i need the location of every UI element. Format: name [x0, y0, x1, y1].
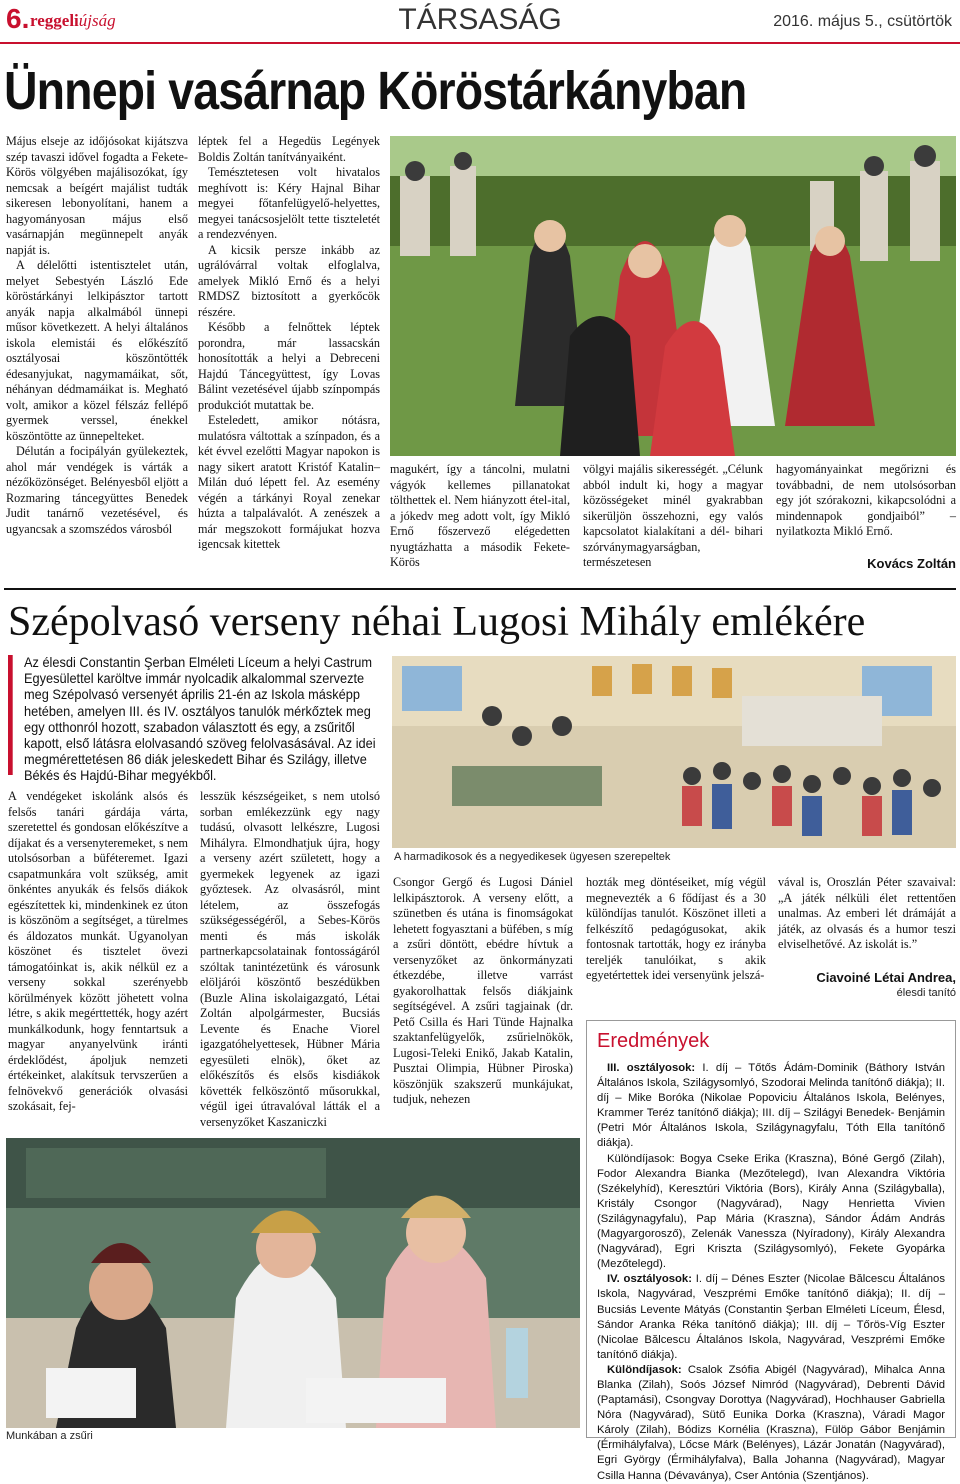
brand-part-a: reggeli	[30, 11, 79, 30]
article1-c2-p1: léptek fel a Hegedüs Legények Boldis Zoltán tanítványaiként.	[198, 134, 380, 164]
article1-column-2	[198, 134, 380, 574]
article1-byline: Kovács Zoltán	[867, 556, 956, 571]
page-number: 6.	[6, 3, 30, 34]
article1-c4-p1: völgyi majális sikerességét. „Célunk abból indult ki, hogy a magyar közösségeket minél gyakrabban sikerüljön összehozni, egy valós kapcsolatot kialakítani a dél- bihari szórványmagyarságban, természetesen	[583, 462, 763, 569]
article1-column-1	[6, 134, 188, 574]
article1-c2-p2: Temésztetesen volt hivatalos meghívott is: Kéry Hajnal Bihar megyei főtanfelügyelő-helyettes, megyei tanácsosjelölt tette tiszteletét a rendezvényen.	[198, 165, 380, 241]
results-grade4-special: Csalok Zsófia Abigél (Nagyvárad), Mihalca Anna Blanka (Zilah), Soós József Nimród (Nagyvárad), Debrenti Dávid (Paptamási), Csongvay Dorottya (Nagyvárad), Hochhauser Gabriella Nóra (Nagyvárad), Sütő Eunika Dorka (Kraszna), Váradi Magor Károly (Zilah), Bódizs Kornélia (Kraszna), Fülöp Gábor Benjámin (Érmihályfalva), Lőcse Márk (Belényes), Lázár Jonatán (Nagyvárad), Egri György (Érmihályfalva), Balla Johanna (Nagyvárad), Magyar Csilla Hanna (Dévaványa), Cser Antónia (Szentjános).	[597, 1363, 945, 1482]
article2-c3-p1: Csongor Gergő és Lugosi Dániel lelkipásztorok. A verseny előtt, a szünetben és utána is finomságokat lehetett fogyasztani a büfében, s míg a zsűri döntött, ebédre hívtuk a versenyzőket az önkormányzati étkezdébe, illetve varrást gyakorolhattak felsős diákjaink segítségével. A zsűri tagjainak (dr. Pető Csilla és Hari Tünde Hajnalka szaktanfelügyelők, zsűrielnökök, Lugosi-Teleki Enikő, Jakab Katalin, Pusztai Olimpia, Hübner Piroska) köszönjük szakszerű munkájukat, tudjuk, nehezen	[393, 875, 573, 1106]
article2-column-1	[8, 789, 188, 1133]
photo-classroom	[392, 656, 956, 848]
article1-column-3	[390, 462, 570, 572]
article2-column-2	[200, 789, 380, 1133]
article2-c5-p1: vával is, Oroszlán Péter szavaival: „A játék nélküli élet rettentően unalmas. Az emberi lét drámáját a játék, az olvasás és a humor teszi elviselhetővé. Az iskolát is.”	[778, 875, 956, 951]
photo-jury	[6, 1138, 580, 1428]
article1-c2-p5: Esteledett, amikor nótásra, mulatósra váltottak a színpadon, és a két évvel ezelőtti Magyar napokon is nagy sikert aratott Kristóf Katalin–Milán duó lépett fel. Az esemény végén a tárkányi Royal zenekar húzta a talpalávalót. A zenészek a már megszokott formájukat hozva igencsak kitettek	[198, 413, 380, 551]
results-box	[586, 1020, 956, 1482]
article1-headline: Ünnepi vasárnap Köröstárkányban	[4, 61, 747, 121]
article-divider	[4, 588, 956, 590]
article1-c2-p4: Később a felnőttek léptek porondra, már lassacskán honosították a helyi a Debreceni Hajdú Táncegyüttest, így Lovas Bálint vezetésével újabb színpompás produkciót mutattak be.	[198, 320, 380, 412]
caption-jury: Munkában a zsűri	[6, 1430, 93, 1442]
article1-column-4	[583, 462, 763, 572]
article2-column-3	[393, 875, 573, 1106]
article2-byline-role: élesdi tanító	[896, 987, 956, 999]
article2-headline: Szépolvasó verseny néhai Lugosi Mihály emlékére	[8, 599, 866, 645]
article2-column-4	[586, 875, 766, 1005]
issue-date: 2016. május 5., csütörtök	[773, 13, 952, 30]
header-rule	[0, 42, 960, 44]
photo-folk-dance	[390, 136, 956, 456]
article2-byline: Ciavoiné Létai Andrea,	[816, 970, 956, 985]
article1-c1-p2: A délelőtti istentisztelet után, melyet Sebestyén László Ede köröstárkányi lelkipásztor tartott anyák napja alkalmából ünnepi műsor következett. A helyi általános iskola elemistái és előkészítő osztályosai köszöntötték édesanyjukat, nagymamáikat, sőt, néhányan dédmamáikat is. Megható volt, amikor a közel félszáz fellépő gyermek verssel, énekkel köszöntötte az ünnepelteket.	[6, 258, 188, 443]
results-text	[597, 1061, 945, 1484]
article1-c2-p3: A kicsik persze inkább az ugrálóvárral voltak elfoglalva, amelyek Mikló Ernő és a helyi RMDSZ biztosított a gyerkőcök részére.	[198, 242, 380, 319]
results-grade4-prizes: I. díj – Dénes Eszter (Nicolae Bălcescu Általános Iskola, Nagyvárad, Veszprémi Emőke tanítónő diákja); II. díj – Bucsiás Levente Mátyás (Constantin Şerban Elméleti Líceum, Élesd, Sándor Aranka Réka tanítónő diákja); III. díj – Tőrös-Víg Eszter (Nicolae Bălcescu Általános Iskola, Nagyvárad, Veszprémi Emőke tanítónő diákja).	[597, 1273, 945, 1361]
article2-c2-p1: lesszük készségeiket, s nem utolsó sorban emlékezzünk egy nagy tudású, olvasott lelkészre, Lugosi Mihályra. Elmondhatjuk újra, hogy a verseny azért született, hogy a gyermekek legyenek az igazi győztesek. Az olvasásról, mint lételem, az összefogás szükségességéről, a Sebes-Körös menti és más iskolák partnerkapcsolatainak fontosságáról szóltak tanintézetünk és városunk elöljárói köszöntő beszédükben (Buzle Alina iskolaigazgató, Létai Zoltán alpolgármester, Bucsiás Levente és Enache Viorel igazgatóhelyettesek, Hübner Mária egyesületi elnök), őket az előkészítős és elsős kisdiákok követték felköszöntő műsorukkal, végül igei útravalóval látták el a versenyzőket Kaszaniczki	[200, 789, 380, 1129]
article1-c3-p1: magukért, így a táncolni, mulatni vágyók kellemes pillanatokat tölthettek el. Nem hiányzott étel-ital, a jókedv meg adott volt, így Mikló Ernő főszervező elégedetten nyugtázhatta a második Fekete-Körös	[390, 462, 570, 569]
article2-c4-p1: hozták meg döntéseiket, míg végül megnevezték a 6 fődíjast és a 30 különdíjas tanulót. Köszönet illeti a felkészítő pedagógusokat, akik fontosnak tartották, hogy ez irányba tereljék tanulóikat, s akik egyetértettek idei versenyünk jelszá-	[586, 875, 766, 982]
brand-part-b: újság	[78, 11, 116, 30]
article2-lead: Az élesdi Constantin Şerban Elméleti Líceum a helyi Castrum Egyesülettel karöltve immár nyolcadik alkalommal szervezte meg Szépolvasó versenyét április 21-én az Iskola másképp hetében, amelyen III. és IV. osztályos tanulók mérkőztek meg egy otthonról hozott, szabadon választott és egy, a zsűritől kapott, első látásra elolvasandó szöveg felolvasásával. Az idei megmérettetésen 86 diák jeleskedett Bihar és Szilágy, illetve Békés és Hajdú-Bihar megyékből.	[8, 655, 384, 775]
article1-c1-p1: Május elseje az időjósokat kijátszva szép tavaszi idővel fogadta a Fekete-Körös völgyében majálisozókat, így nemcsak a beígért majálist tudták sikeresen lebonyolítani, hanem a hagyományosan május első vasárnapján megünnepelt anyák napját is.	[6, 134, 188, 257]
caption-classroom: A harmadikosok és a negyedikesek ügyesen szerepeltek	[394, 851, 671, 863]
article1-c5-p1: hagyományainkat megőrizni és továbbadni, de nem utolsósorban egy jót szórakozni, kikapcsolódni a mindennapok gondjaiból” – nyilatkozta Mikló Ernő.	[776, 462, 956, 538]
results-grade3-label: III. osztályosok:	[607, 1062, 696, 1074]
article2-column-5	[778, 875, 956, 970]
article1-column-5	[776, 462, 956, 556]
article1-c1-p3: Délután a focipályán gyülekeztek, ahol már vendégek is várták a nézőközönséget. Belényesből eljött a Rozmaring táncegyüttes Benedek Judit tanárnő vezetésével, és ugyancsak a szomszédos városból	[6, 444, 188, 536]
article2-c1-p1: A vendégeket iskolánk alsós és felsős tanári gárdája várta, szeretettel és gondosan előkészítve a díjakat és a versenyteremeket, s nem utolsósorban a büféteremet. Igazi csapatmunkára volt szükség, amit önkéntes anyukák és felsős diákok egészítettek ki, mindenkinek ez úton is köszönöm a segítséget, a türelmes és áldozatos munkát. Ugyanolyan köszönet és tisztelet övezi támogatóinkat is, akik nélkül ez a verseny sokkal szerényebb körülmények között jöhetett volna létre, s akik megérttették, hogy azért munkálkodunk, hogy fenntartsuk a magyar anyanyelvünk iránti érdeklődést, ápoljuk nemzeti értékeinket, alakítsuk tervszerűen a felnövekvő generációk olvasási szokásait, fej-	[8, 789, 188, 1113]
section-title: TÁRSASÁG	[398, 3, 562, 36]
results-grade3-prizes: I. díj – Tőtős Ádám-Dominik (Báthory István Általános Iskola, Szilágysomlyó, Szodorai Melinda tanítónő diákja); II. díj – Mike Boróka (Nikolae Popoviciu Általános Iskola, Belényes, Krammer Teréz tanítónő diákja); III. díj – Szilágyi Benedek- Benjámin (Petri Mór Általános Iskola, Szilágynagyfalu, Tóth Ella tanítónő diákja).	[597, 1062, 946, 1150]
results-grade4-label: IV. osztályosok:	[607, 1273, 692, 1286]
results-grade3-special: Különdíjasok: Bogya Cseke Erika (Kraszna), Bóné Gergő (Zilah), Fodor Alexandra Bianka (Mezőtelegd), Ivan Alexandra Viktória (Székelyhíd), Keresztúri Viktória (Bors), Király Anna (Szilágyballa), Kristály Csongor (Nagyvárad), Nagy Henrietta Vivien (Szilágynagyfalu), Pap Mária (Kraszna), Sándor Ádám András (Magyargorosző), Zelenák Vanessza (Nyíradony), Király Alexandra (Nagyvárad), Egri Kriszta (Szilágysomlyó), Fekete Gyopárka (Mezőtelegd).	[597, 1152, 945, 1271]
results-title: Eredmények	[597, 1030, 710, 1052]
results-grade4-special-label: Különdíjasok:	[607, 1363, 682, 1376]
